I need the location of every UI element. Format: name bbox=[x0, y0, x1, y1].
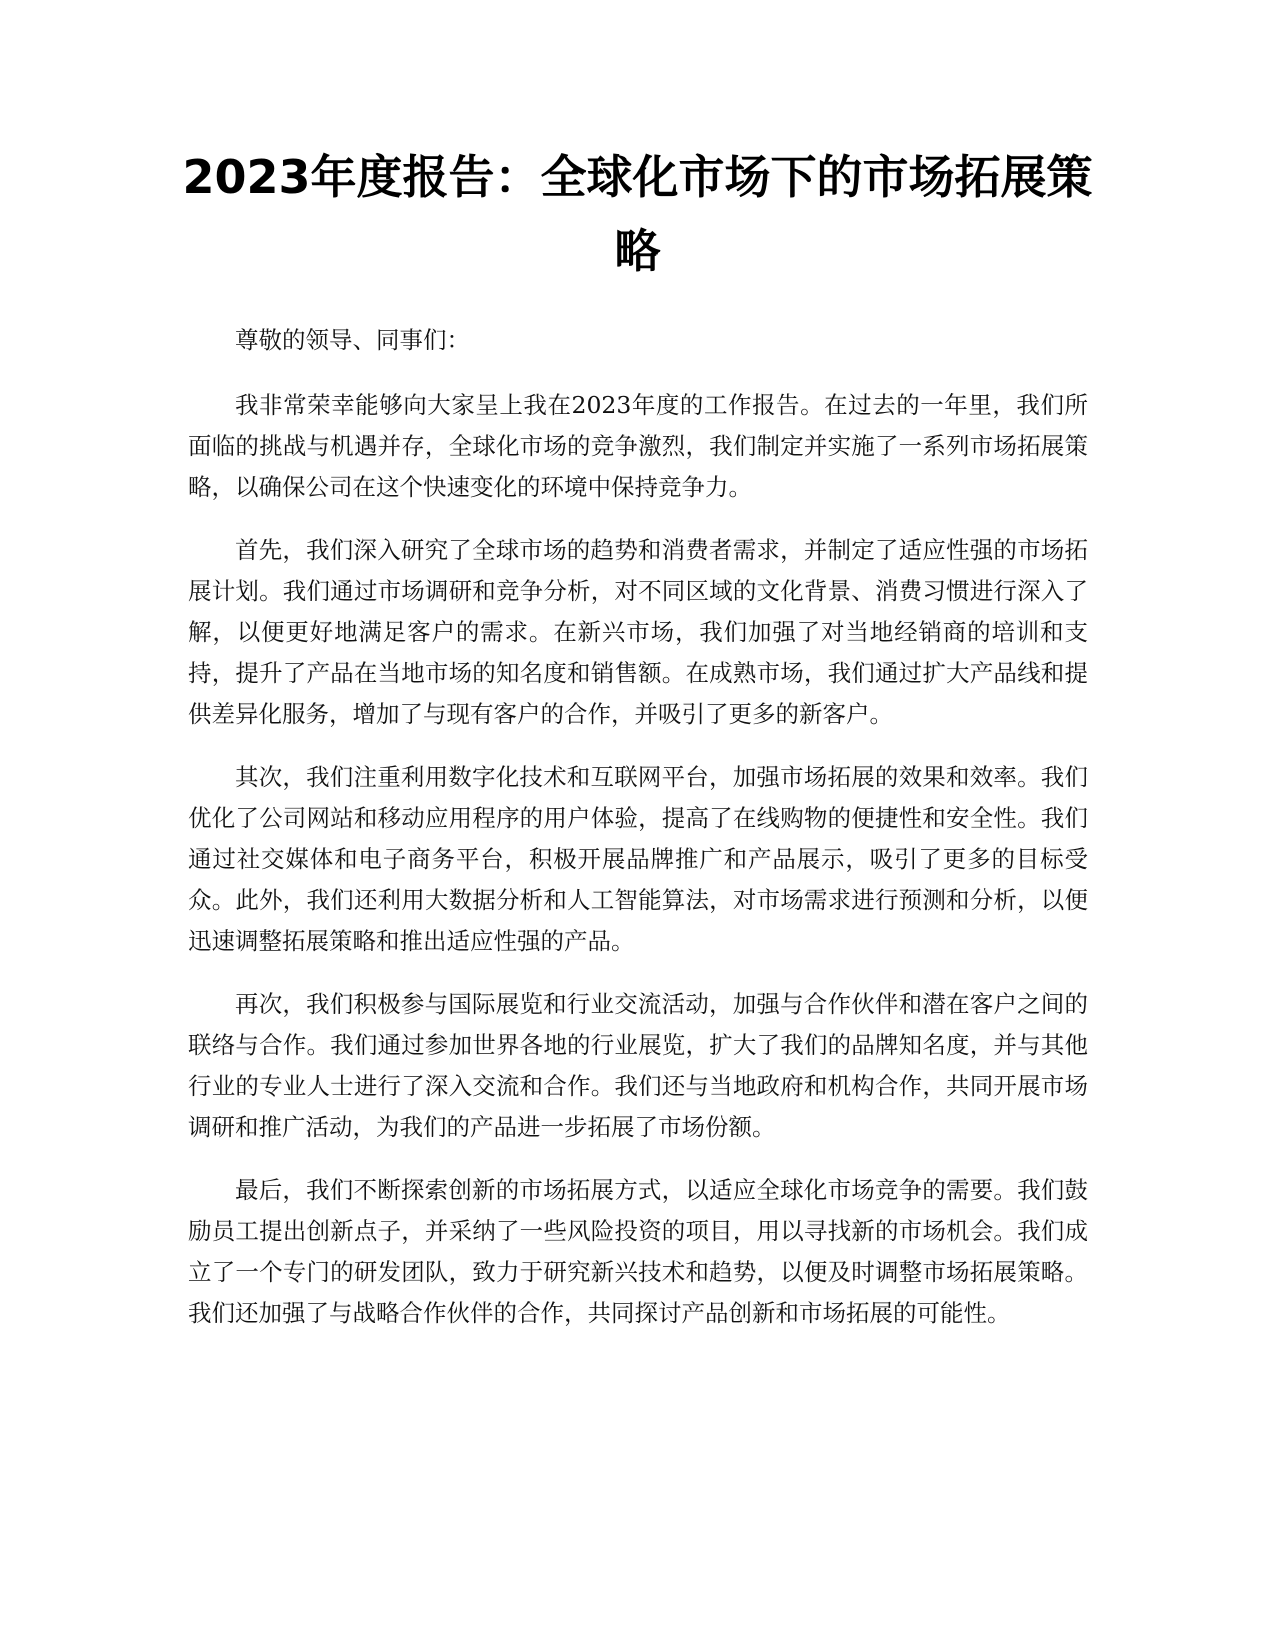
paragraph-third: 再次，我们积极参与国际展览和行业交流活动，加强与合作伙伴和潜在客户之间的联络与合作。我们通过参加世界各地的行业展览，扩大了我们的品牌知名度，并与其他行业的专业人士进行了深入交流和合作。我们还与当地政府和机构合作，共同开展市场调研和推广活动，为我们的产品进一步拓展了市场份额。 bbox=[188, 990, 1088, 1141]
document-title: 2023年度报告：全球化市场下的市场拓展策略 bbox=[182, 150, 1093, 278]
paragraph-first: 首先，我们深入研究了全球市场的趋势和消费者需求，并制定了适应性强的市场拓展计划。我们通过市场调研和竞争分析，对不同区域的文化背景、消费习惯进行深入了解，以便更好地满足客户的需求。在新兴市场，我们加强了对当地经销商的培训和支持，提升了产品在当地市场的知名度和销售额。在成熟市场，我们通过扩大产品线和提供差异化服务，增加了与现有客户的合作，并吸引了更多的新客户。 bbox=[188, 536, 1088, 728]
paragraph-last: 最后，我们不断探索创新的市场拓展方式，以适应全球化市场竞争的需要。我们鼓励员工提出创新点子，并采纳了一些风险投资的项目，用以寻找新的市场机会。我们成立了一个专门的研发团队，致力于研究新兴技术和趋势，以便及时调整市场拓展策略。我们还加强了与战略合作伙伴的合作，共同探讨产品创新和市场拓展的可能性。 bbox=[188, 1176, 1088, 1327]
document-body bbox=[188, 320, 1088, 1356]
paragraph-second: 其次，我们注重利用数字化技术和互联网平台，加强市场拓展的效果和效率。我们优化了公司网站和移动应用程序的用户体验，提高了在线购物的便捷性和安全性。我们通过社交媒体和电子商务平台，积极开展品牌推广和产品展示，吸引了更多的目标受众。此外，我们还利用大数据分析和人工智能算法，对市场需求进行预测和分析，以便迅速调整拓展策略和推出适应性强的产品。 bbox=[188, 763, 1088, 955]
paragraph-intro: 我非常荣幸能够向大家呈上我在2023年度的工作报告。在过去的一年里，我们所面临的挑战与机遇并存，全球化市场的竞争激烈，我们制定并实施了一系列市场拓展策略，以确保公司在这个快速变化的环境中保持竞争力。 bbox=[188, 391, 1088, 501]
greeting-line: 尊敬的领导、同事们： bbox=[235, 326, 470, 354]
